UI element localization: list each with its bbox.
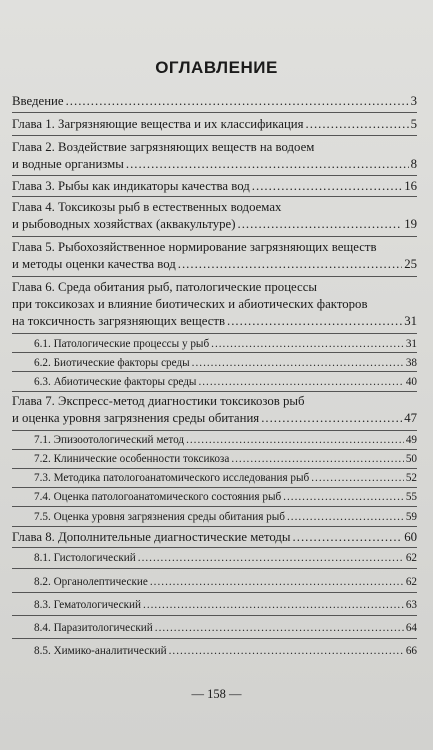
toc-page-number: 3 xyxy=(410,94,417,108)
toc-entry-text: 7.2. Клинические особенности токсикоза xyxy=(34,453,230,465)
toc-entry-section-6-2 xyxy=(34,356,417,370)
leader-dots xyxy=(238,216,403,233)
leader-dots xyxy=(287,510,404,524)
leader-dots xyxy=(143,598,404,612)
toc-entry-text: и водные организмы xyxy=(12,157,124,171)
leader-dots xyxy=(155,621,404,635)
toc-entry-text: на токсичность загрязняющих веществ xyxy=(12,314,226,328)
divider-line xyxy=(12,487,417,488)
toc-entry-chapter-4 xyxy=(12,199,417,233)
toc-page-number: 47 xyxy=(404,411,417,425)
toc-entry-text: 7.1. Эпизоотологический метод xyxy=(34,434,185,446)
toc-entry-section-7-2 xyxy=(34,452,417,466)
divider-line xyxy=(12,333,417,334)
divider-line xyxy=(12,112,417,113)
leader-dots xyxy=(169,644,404,658)
toc-entry-intro xyxy=(12,93,417,110)
toc-entry-text: 8.1. Гистологический xyxy=(34,552,136,564)
toc-entry-text: 7.3. Методика патологоанатомического исследования рыб xyxy=(34,472,310,484)
toc-entry-section-6-1 xyxy=(34,337,417,351)
toc-entry-chapter-3 xyxy=(12,178,417,195)
toc-entry-section-8-2 xyxy=(34,575,417,589)
leader-dots xyxy=(231,452,403,466)
toc-page-number: 40 xyxy=(405,376,417,388)
leader-dots xyxy=(66,93,409,110)
toc-page-number: 62 xyxy=(405,576,417,588)
leader-dots xyxy=(138,551,404,565)
toc-entry-text-line: при токсикозах и влияние биотических и абиотических факторов xyxy=(12,297,368,311)
page-number-footer: — 158 — xyxy=(191,687,242,701)
divider-line xyxy=(12,352,417,353)
toc-page-number: 31 xyxy=(405,338,417,350)
leader-dots xyxy=(150,575,404,589)
leader-dots xyxy=(198,375,403,389)
toc-entry-chapter-1 xyxy=(12,116,417,133)
divider-line xyxy=(12,638,417,639)
toc-entry-chapter-6 xyxy=(12,279,417,330)
toc-page-number: 63 xyxy=(405,599,417,611)
divider-line xyxy=(12,449,417,450)
toc-entry-chapter-5 xyxy=(12,239,417,273)
toc-entry-text: и оценка уровня загрязнения среды обитания xyxy=(12,411,260,425)
toc-entry-text-line: Глава 7. Экспресс-метод диагностики токсикозов рыб xyxy=(12,394,305,408)
divider-line xyxy=(12,175,417,176)
leader-dots xyxy=(178,256,402,273)
toc-page-number: 5 xyxy=(410,117,417,131)
divider-line xyxy=(12,592,417,593)
divider-line xyxy=(12,391,417,392)
divider-line xyxy=(12,430,417,431)
leader-dots xyxy=(293,529,403,546)
divider-line xyxy=(12,276,417,277)
leader-dots xyxy=(186,433,404,447)
divider-line xyxy=(12,468,417,469)
toc-page-number: 55 xyxy=(405,491,417,503)
toc-entry-section-8-3 xyxy=(34,598,417,612)
toc-entry-text: Глава 1. Загрязняющие вещества и их классификация xyxy=(12,117,304,131)
toc-entry-section-7-3 xyxy=(34,471,417,485)
leader-dots xyxy=(192,356,404,370)
leader-dots xyxy=(283,490,404,504)
leader-dots xyxy=(252,178,402,195)
toc-entry-text: 6.1. Патологические процессы у рыб xyxy=(34,338,210,350)
toc-page-number: 31 xyxy=(404,314,417,328)
toc-page-number: 62 xyxy=(405,552,417,564)
toc-page-number: 60 xyxy=(404,530,417,544)
toc-entry-text-line: Глава 5. Рыбохозяйственное нормирование загрязняющих веществ xyxy=(12,240,377,254)
toc-entry-text: 6.2. Биотические факторы среды xyxy=(34,357,190,369)
toc-entry-text: 7.4. Оценка патологоанатомического состояния рыб xyxy=(34,491,282,503)
toc-page-number: 64 xyxy=(405,622,417,634)
toc-entry-text-line: Глава 4. Токсикозы рыб в естественных водоемах xyxy=(12,200,282,214)
toc-entry-section-8-4 xyxy=(34,621,417,635)
divider-line xyxy=(12,196,417,197)
toc-page-number: 49 xyxy=(405,434,417,446)
toc-page-number: 59 xyxy=(405,511,417,523)
divider-line xyxy=(12,547,417,548)
toc-page-number: 38 xyxy=(405,357,417,369)
divider-line xyxy=(12,506,417,507)
divider-line xyxy=(12,615,417,616)
toc-entry-section-7-4 xyxy=(34,490,417,504)
toc-entry-text: 7.5. Оценка уровня загрязнения среды обитания рыб xyxy=(34,511,285,523)
leader-dots xyxy=(311,471,404,485)
page-title: ОГЛАВЛЕНИЕ xyxy=(155,58,278,77)
toc-entry-text: 8.2. Органолептические xyxy=(34,576,148,588)
toc-entry-text-line: Глава 2. Воздействие загрязняющих веществ на водоем xyxy=(12,140,315,154)
toc-entry-text-line: Глава 6. Среда обитания рыб, патологические процессы xyxy=(12,280,318,294)
toc-entry-chapter-7 xyxy=(12,393,417,427)
leader-dots xyxy=(227,313,402,330)
divider-line xyxy=(12,371,417,372)
toc-entry-section-7-5 xyxy=(34,510,417,524)
divider-line xyxy=(12,236,417,237)
toc-entry-section-8-1 xyxy=(34,551,417,565)
toc-entry-text: 8.3. Гематологический xyxy=(34,599,142,611)
toc-entry-section-7-1 xyxy=(34,433,417,447)
toc-entry-text: 6.3. Абиотические факторы среды xyxy=(34,376,197,388)
leader-dots xyxy=(211,337,404,351)
toc-entry-text: и рыбоводных хозяйствах (аквакультуре) xyxy=(12,217,236,231)
toc-entry-text: Глава 8. Дополнительные диагностические методы xyxy=(12,530,291,544)
leader-dots xyxy=(261,410,402,427)
leader-dots xyxy=(126,156,409,173)
toc-entry-section-6-3 xyxy=(34,375,417,389)
toc-page-number: 66 xyxy=(405,645,417,657)
toc-entry-text: 8.5. Химико-аналитический xyxy=(34,645,167,657)
leader-dots xyxy=(306,116,409,133)
toc-page-number: 52 xyxy=(405,472,417,484)
toc-entry-text: Введение xyxy=(12,94,64,108)
divider-line xyxy=(12,135,417,136)
toc-entry-text: и методы оценки качества вод xyxy=(12,257,176,271)
toc-page-number: 16 xyxy=(404,179,417,193)
divider-line xyxy=(12,568,417,569)
toc-page-number: 8 xyxy=(410,157,417,171)
toc-entry-chapter-8 xyxy=(12,529,417,546)
toc-page-number: 25 xyxy=(404,257,417,271)
toc-entry-text: 8.4. Паразитологический xyxy=(34,622,153,634)
toc-entry-text: Глава 3. Рыбы как индикаторы качества вод xyxy=(12,179,250,193)
toc-entry-section-8-5 xyxy=(34,644,417,658)
toc-page-number: 50 xyxy=(405,453,417,465)
toc-page-number: 19 xyxy=(404,217,417,231)
divider-line xyxy=(12,526,417,527)
toc-entry-chapter-2 xyxy=(12,139,417,173)
